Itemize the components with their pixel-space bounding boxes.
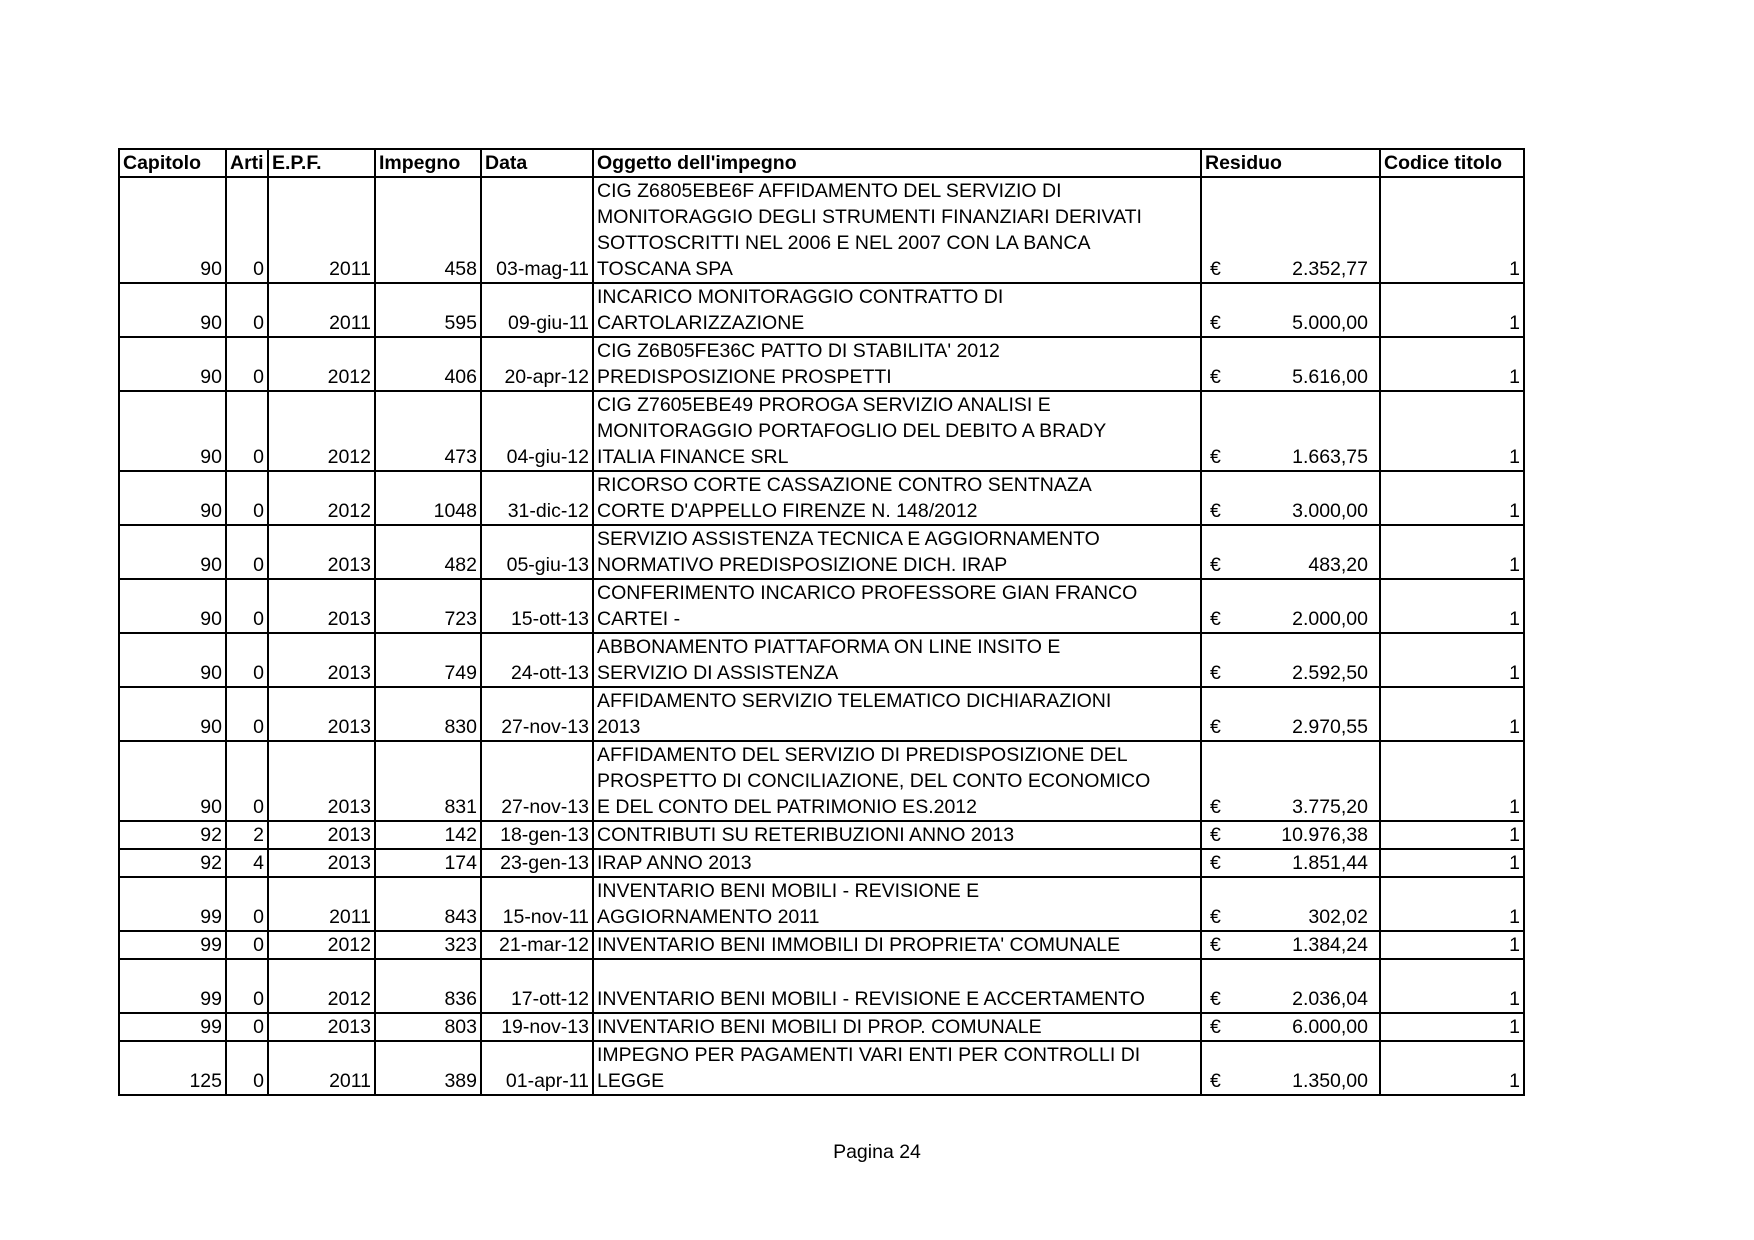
oggetto-line: 2013 (597, 716, 641, 738)
cell-oggetto (593, 177, 1201, 283)
currency-symbol: € (1210, 988, 1221, 1010)
currency-symbol: € (1210, 366, 1221, 388)
cell-impegno: 595 (375, 283, 481, 337)
cell-capitolo: 99 (119, 1013, 226, 1041)
oggetto-line: SERVIZIO ASSISTENZA TECNICA E AGGIORNAMENTO (597, 528, 1100, 550)
oggetto-line: RICORSO CORTE CASSAZIONE CONTRO SENTNAZA (597, 474, 1092, 496)
cell-codice-titolo: 1 (1380, 931, 1524, 959)
cell-data: 01-apr-11 (481, 1041, 593, 1095)
table-row (119, 471, 1524, 525)
cell-oggetto (593, 959, 1201, 1013)
cell-impegno: 836 (375, 959, 481, 1013)
oggetto-line: TOSCANA SPA (597, 258, 733, 280)
residuo-amount: 1.384,24 (1292, 934, 1368, 956)
cell-residuo (1201, 471, 1380, 525)
cell-codice-titolo: 1 (1380, 391, 1524, 471)
currency-symbol: € (1210, 258, 1221, 280)
currency-symbol: € (1210, 934, 1221, 956)
cell-residuo (1201, 391, 1380, 471)
cell-oggetto (593, 849, 1201, 877)
oggetto-line: E DEL CONTO DEL PATRIMONIO ES.2012 (597, 796, 977, 818)
cell-impegno: 406 (375, 337, 481, 391)
cell-articolo: 0 (226, 959, 268, 1013)
cell-codice-titolo: 1 (1380, 1041, 1524, 1095)
cell-residuo (1201, 849, 1380, 877)
cell-articolo: 0 (226, 471, 268, 525)
cell-data: 21-mar-12 (481, 931, 593, 959)
cell-capitolo: 90 (119, 177, 226, 283)
cell-codice-titolo: 1 (1380, 849, 1524, 877)
table-row (119, 1041, 1524, 1095)
column-header-codice-titolo: Codice titolo (1380, 149, 1524, 177)
oggetto-line: INVENTARIO BENI MOBILI DI PROP. COMUNALE (597, 1016, 1042, 1038)
cell-articolo: 0 (226, 283, 268, 337)
currency-symbol: € (1210, 446, 1221, 468)
oggetto-line: CIG Z6B05FE36C PATTO DI STABILITA' 2012 (597, 340, 1000, 362)
cell-codice-titolo: 1 (1380, 471, 1524, 525)
column-header-capitolo: Capitolo (119, 149, 226, 177)
table-row (119, 525, 1524, 579)
oggetto-line: LEGGE (597, 1070, 665, 1092)
currency-symbol: € (1210, 554, 1221, 576)
residuo-amount: 1.350,00 (1292, 1070, 1368, 1092)
oggetto-line: MONITORAGGIO PORTAFOGLIO DEL DEBITO A BRADY (597, 420, 1107, 442)
residuo-amount: 2.592,50 (1292, 662, 1368, 684)
table-row (119, 741, 1524, 821)
cell-oggetto (593, 579, 1201, 633)
residuo-amount: 2.000,00 (1292, 608, 1368, 630)
cell-epf: 2013 (268, 741, 375, 821)
cell-impegno: 749 (375, 633, 481, 687)
cell-epf: 2011 (268, 283, 375, 337)
cell-articolo: 0 (226, 177, 268, 283)
table-row (119, 821, 1524, 849)
cell-oggetto (593, 633, 1201, 687)
cell-codice-titolo: 1 (1380, 1013, 1524, 1041)
cell-codice-titolo: 1 (1380, 687, 1524, 741)
table-row (119, 931, 1524, 959)
cell-articolo: 2 (226, 821, 268, 849)
oggetto-line: CARTEI - (597, 608, 681, 630)
cell-residuo (1201, 821, 1380, 849)
residuo-amount: 1.851,44 (1292, 852, 1368, 874)
residuo-amount: 3.000,00 (1292, 500, 1368, 522)
cell-residuo (1201, 177, 1380, 283)
cell-data: 18-gen-13 (481, 821, 593, 849)
residuo-amount: 3.775,20 (1292, 796, 1368, 818)
cell-data: 03-mag-11 (481, 177, 593, 283)
cell-oggetto (593, 1041, 1201, 1095)
cell-oggetto (593, 821, 1201, 849)
cell-impegno: 142 (375, 821, 481, 849)
table-row (119, 283, 1524, 337)
column-header-residuo: Residuo (1201, 149, 1380, 177)
cell-impegno: 323 (375, 931, 481, 959)
cell-impegno: 482 (375, 525, 481, 579)
cell-capitolo: 90 (119, 283, 226, 337)
residuo-amount: 302,02 (1308, 906, 1368, 928)
oggetto-line: IRAP ANNO 2013 (597, 852, 752, 874)
cell-residuo (1201, 283, 1380, 337)
cell-impegno: 174 (375, 849, 481, 877)
cell-articolo: 0 (226, 1013, 268, 1041)
cell-data: 31-dic-12 (481, 471, 593, 525)
table-row (119, 687, 1524, 741)
cell-capitolo: 90 (119, 391, 226, 471)
cell-data: 23-gen-13 (481, 849, 593, 877)
cell-epf: 2013 (268, 633, 375, 687)
cell-epf: 2012 (268, 391, 375, 471)
cell-residuo (1201, 1041, 1380, 1095)
cell-codice-titolo: 1 (1380, 741, 1524, 821)
currency-symbol: € (1210, 1070, 1221, 1092)
column-header-data: Data (481, 149, 593, 177)
oggetto-line: INVENTARIO BENI IMMOBILI DI PROPRIETA' COMUNALE (597, 934, 1121, 956)
cell-oggetto (593, 471, 1201, 525)
cell-epf: 2012 (268, 471, 375, 525)
oggetto-line: INVENTARIO BENI MOBILI - REVISIONE E ACCERTAMENTO (597, 988, 1145, 1010)
cell-data: 27-nov-13 (481, 687, 593, 741)
residuo-amount: 10.976,38 (1281, 824, 1368, 846)
cell-epf: 2013 (268, 821, 375, 849)
cell-capitolo: 90 (119, 471, 226, 525)
cell-data: 05-giu-13 (481, 525, 593, 579)
cell-codice-titolo: 1 (1380, 579, 1524, 633)
cell-articolo: 0 (226, 391, 268, 471)
cell-capitolo: 99 (119, 959, 226, 1013)
oggetto-line: INCARICO MONITORAGGIO CONTRATTO DI (597, 286, 1004, 308)
cell-impegno: 831 (375, 741, 481, 821)
currency-symbol: € (1210, 852, 1221, 874)
cell-capitolo: 90 (119, 525, 226, 579)
table-row (119, 391, 1524, 471)
currency-symbol: € (1210, 312, 1221, 334)
cell-data: 19-nov-13 (481, 1013, 593, 1041)
cell-codice-titolo: 1 (1380, 821, 1524, 849)
cell-articolo: 0 (226, 633, 268, 687)
oggetto-line: ITALIA FINANCE SRL (597, 446, 789, 468)
cell-articolo: 0 (226, 1041, 268, 1095)
cell-residuo (1201, 931, 1380, 959)
cell-data: 27-nov-13 (481, 741, 593, 821)
cell-capitolo: 90 (119, 633, 226, 687)
table-row (119, 1013, 1524, 1041)
cell-oggetto (593, 687, 1201, 741)
table-row (119, 849, 1524, 877)
oggetto-line: CORTE D'APPELLO FIRENZE N. 148/2012 (597, 500, 978, 522)
cell-codice-titolo: 1 (1380, 877, 1524, 931)
impegni-table (118, 148, 1525, 1096)
cell-residuo (1201, 877, 1380, 931)
column-header-epf: E.P.F. (268, 149, 375, 177)
cell-articolo: 0 (226, 337, 268, 391)
cell-epf: 2013 (268, 525, 375, 579)
table-row (119, 633, 1524, 687)
residuo-amount: 2.036,04 (1292, 988, 1368, 1010)
page-number: Pagina 24 (833, 1141, 921, 1163)
cell-capitolo: 90 (119, 337, 226, 391)
cell-data: 09-giu-11 (481, 283, 593, 337)
cell-codice-titolo: 1 (1380, 337, 1524, 391)
cell-epf: 2013 (268, 687, 375, 741)
cell-impegno: 1048 (375, 471, 481, 525)
currency-symbol: € (1210, 608, 1221, 630)
oggetto-line: AFFIDAMENTO DEL SERVIZIO DI PREDISPOSIZIONE DEL (597, 744, 1128, 766)
cell-residuo (1201, 959, 1380, 1013)
header-row (119, 149, 1524, 177)
cell-codice-titolo: 1 (1380, 177, 1524, 283)
cell-epf: 2011 (268, 877, 375, 931)
cell-codice-titolo: 1 (1380, 959, 1524, 1013)
cell-articolo: 4 (226, 849, 268, 877)
cell-residuo (1201, 579, 1380, 633)
cell-impegno: 389 (375, 1041, 481, 1095)
oggetto-line: CIG Z6805EBE6F AFFIDAMENTO DEL SERVIZIO DI (597, 180, 1062, 202)
cell-articolo: 0 (226, 741, 268, 821)
cell-capitolo: 92 (119, 849, 226, 877)
residuo-amount: 2.352,77 (1292, 258, 1368, 280)
cell-oggetto (593, 931, 1201, 959)
currency-symbol: € (1210, 1016, 1221, 1038)
oggetto-line: CIG Z7605EBE49 PROROGA SERVIZIO ANALISI E (597, 394, 1051, 416)
column-header-impegno: Impegno (375, 149, 481, 177)
cell-epf: 2013 (268, 579, 375, 633)
cell-impegno: 458 (375, 177, 481, 283)
oggetto-line: NORMATIVO PREDISPOSIZIONE DICH. IRAP (597, 554, 1008, 576)
cell-oggetto (593, 391, 1201, 471)
cell-capitolo: 90 (119, 579, 226, 633)
cell-residuo (1201, 1013, 1380, 1041)
oggetto-line: PROSPETTO DI CONCILIAZIONE, DEL CONTO ECONOMICO (597, 770, 1151, 792)
residuo-amount: 483,20 (1308, 554, 1368, 576)
cell-residuo (1201, 633, 1380, 687)
oggetto-line: IMPEGNO PER PAGAMENTI VARI ENTI PER CONTROLLI DI (597, 1044, 1141, 1066)
cell-codice-titolo: 1 (1380, 633, 1524, 687)
currency-symbol: € (1210, 500, 1221, 522)
cell-articolo: 0 (226, 579, 268, 633)
cell-residuo (1201, 525, 1380, 579)
cell-impegno: 843 (375, 877, 481, 931)
oggetto-line: PREDISPOSIZIONE PROSPETTI (597, 366, 892, 388)
cell-epf: 2012 (268, 959, 375, 1013)
cell-oggetto (593, 337, 1201, 391)
cell-impegno: 830 (375, 687, 481, 741)
cell-impegno: 803 (375, 1013, 481, 1041)
cell-epf: 2011 (268, 177, 375, 283)
cell-oggetto (593, 741, 1201, 821)
oggetto-line: CARTOLARIZZAZIONE (597, 312, 805, 334)
cell-data: 24-ott-13 (481, 633, 593, 687)
cell-capitolo: 92 (119, 821, 226, 849)
cell-articolo: 0 (226, 525, 268, 579)
table-row (119, 177, 1524, 283)
cell-residuo (1201, 741, 1380, 821)
residuo-amount: 2.970,55 (1292, 716, 1368, 738)
oggetto-line: MONITORAGGIO DEGLI STRUMENTI FINANZIARI DERIVATI (597, 206, 1142, 228)
table-row (119, 877, 1524, 931)
cell-capitolo: 90 (119, 687, 226, 741)
oggetto-line (597, 960, 1197, 986)
cell-residuo (1201, 337, 1380, 391)
cell-codice-titolo: 1 (1380, 525, 1524, 579)
cell-capitolo: 99 (119, 931, 226, 959)
cell-epf: 2012 (268, 337, 375, 391)
oggetto-line: SOTTOSCRITTI NEL 2006 E NEL 2007 CON LA BANCA (597, 232, 1091, 254)
cell-capitolo: 90 (119, 741, 226, 821)
cell-articolo: 0 (226, 687, 268, 741)
currency-symbol: € (1210, 824, 1221, 846)
cell-epf: 2013 (268, 849, 375, 877)
residuo-amount: 5.000,00 (1292, 312, 1368, 334)
oggetto-line: ABBONAMENTO PIATTAFORMA ON LINE INSITO E (597, 636, 1061, 658)
cell-data: 15-nov-11 (481, 877, 593, 931)
oggetto-line: SERVIZIO DI ASSISTENZA (597, 662, 839, 684)
cell-capitolo: 125 (119, 1041, 226, 1095)
cell-articolo: 0 (226, 931, 268, 959)
cell-data: 17-ott-12 (481, 959, 593, 1013)
oggetto-line: AGGIORNAMENTO 2011 (597, 906, 820, 928)
column-header-oggetto: Oggetto dell'impegno (593, 149, 1201, 177)
oggetto-line: INVENTARIO BENI MOBILI - REVISIONE E (597, 880, 980, 902)
cell-epf: 2012 (268, 931, 375, 959)
cell-epf: 2013 (268, 1013, 375, 1041)
residuo-amount: 6.000,00 (1292, 1016, 1368, 1038)
cell-data: 15-ott-13 (481, 579, 593, 633)
cell-oggetto (593, 877, 1201, 931)
currency-symbol: € (1210, 796, 1221, 818)
residuo-amount: 1.663,75 (1292, 446, 1368, 468)
column-header-articolo: Arti (226, 149, 268, 177)
currency-symbol: € (1210, 716, 1221, 738)
cell-data: 20-apr-12 (481, 337, 593, 391)
oggetto-line: CONFERIMENTO INCARICO PROFESSORE GIAN FRANCO (597, 582, 1138, 604)
table-row (119, 579, 1524, 633)
cell-oggetto (593, 525, 1201, 579)
currency-symbol: € (1210, 662, 1221, 684)
table-row (119, 959, 1524, 1013)
cell-data: 04-giu-12 (481, 391, 593, 471)
cell-oggetto (593, 1013, 1201, 1041)
cell-impegno: 473 (375, 391, 481, 471)
cell-codice-titolo: 1 (1380, 283, 1524, 337)
oggetto-line: AFFIDAMENTO SERVIZIO TELEMATICO DICHIARAZIONI (597, 690, 1112, 712)
cell-epf: 2011 (268, 1041, 375, 1095)
cell-capitolo: 99 (119, 877, 226, 931)
cell-oggetto (593, 283, 1201, 337)
cell-impegno: 723 (375, 579, 481, 633)
currency-symbol: € (1210, 906, 1221, 928)
cell-articolo: 0 (226, 877, 268, 931)
oggetto-line: CONTRIBUTI SU RETERIBUZIONI ANNO 2013 (597, 824, 1015, 846)
table-row (119, 337, 1524, 391)
cell-residuo (1201, 687, 1380, 741)
residuo-amount: 5.616,00 (1292, 366, 1368, 388)
